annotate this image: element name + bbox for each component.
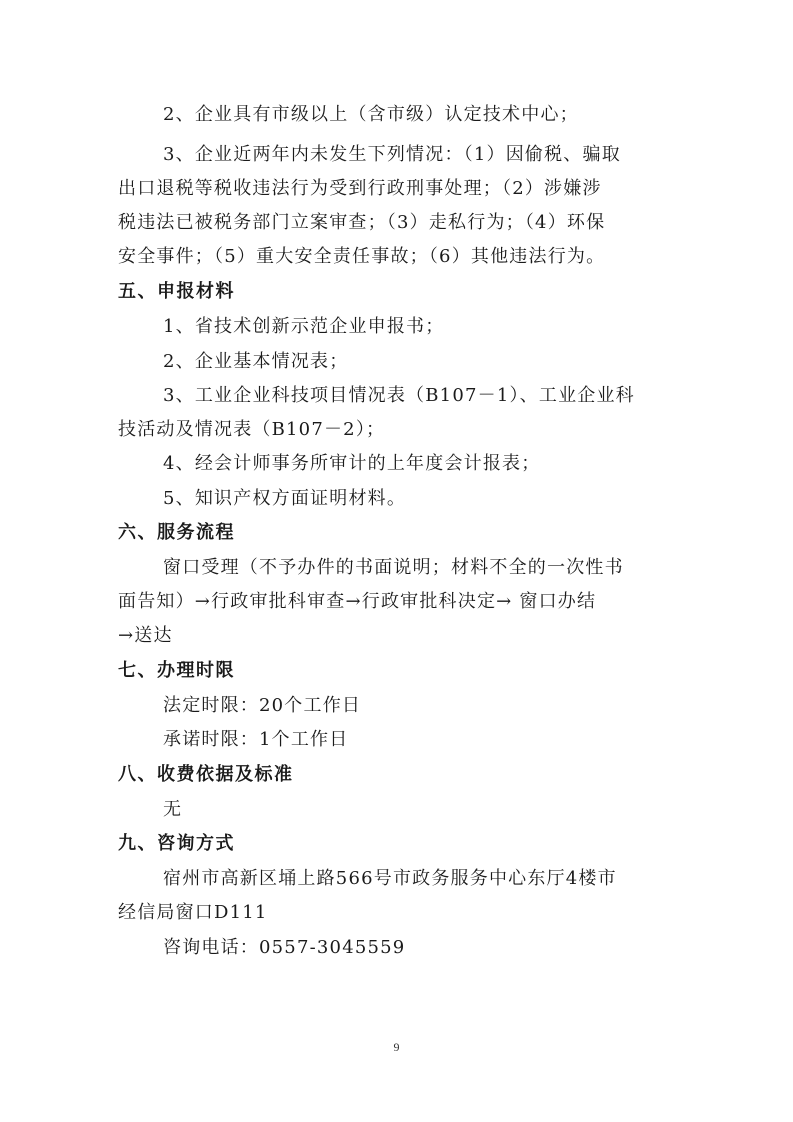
material-item-4: 4、经会计师事务所审计的上年度会计报表； bbox=[163, 453, 541, 474]
contact-address-line: 经信局窗口D111 bbox=[118, 902, 268, 923]
process-line: 窗口受理（不予办件的书面说明；材料不全的一次性书 bbox=[163, 557, 624, 578]
paragraph-line: 技活动及情况表（B107－2）； bbox=[118, 419, 386, 440]
contact-phone: 咨询电话：0557-3045559 bbox=[163, 937, 406, 958]
process-line: →送达 bbox=[118, 625, 173, 646]
section-heading-fees: 八、收费依据及标准 bbox=[118, 764, 294, 785]
requirement-item-2: 2、企业具有市级以上（含市级）认定技术中心； bbox=[163, 104, 579, 125]
paragraph-line: 安全事件；（5）重大安全责任事故；（6）其他违法行为。 bbox=[118, 246, 606, 267]
material-item-5: 5、知识产权方面证明材料。 bbox=[163, 488, 407, 509]
contact-address: 宿州市高新区埇上路566号市政务服务中心东厅4楼市 bbox=[163, 868, 617, 889]
requirement-item-3: 3、企业近两年内未发生下列情况：（1）因偷税、骗取 bbox=[163, 144, 621, 165]
promised-time-limit: 承诺时限：1个工作日 bbox=[163, 729, 349, 750]
section-heading-process: 六、服务流程 bbox=[118, 522, 235, 543]
section-heading-materials: 五、申报材料 bbox=[118, 281, 235, 302]
material-item-1: 1、省技术创新示范企业申报书； bbox=[163, 316, 445, 337]
legal-time-limit: 法定时限：20个工作日 bbox=[163, 695, 362, 716]
page-number: 9 bbox=[393, 1040, 400, 1054]
fees-value: 无 bbox=[163, 799, 183, 820]
process-line: 面告知）→行政审批科审查→行政审批科决定→ 窗口办结 bbox=[118, 591, 597, 612]
paragraph-line: 出口退税等税收违法行为受到行政刑事处理；（2）涉嫌涉 bbox=[118, 178, 602, 199]
material-item-3: 3、工业企业科技项目情况表（B107－1）、工业企业科 bbox=[163, 385, 635, 406]
material-item-2: 2、企业基本情况表； bbox=[163, 351, 349, 372]
section-heading-contact: 九、咨询方式 bbox=[118, 833, 235, 854]
paragraph-line: 税违法已被税务部门立案审查；（3）走私行为；（4）环保 bbox=[118, 212, 606, 233]
section-heading-time-limit: 七、办理时限 bbox=[118, 660, 235, 681]
